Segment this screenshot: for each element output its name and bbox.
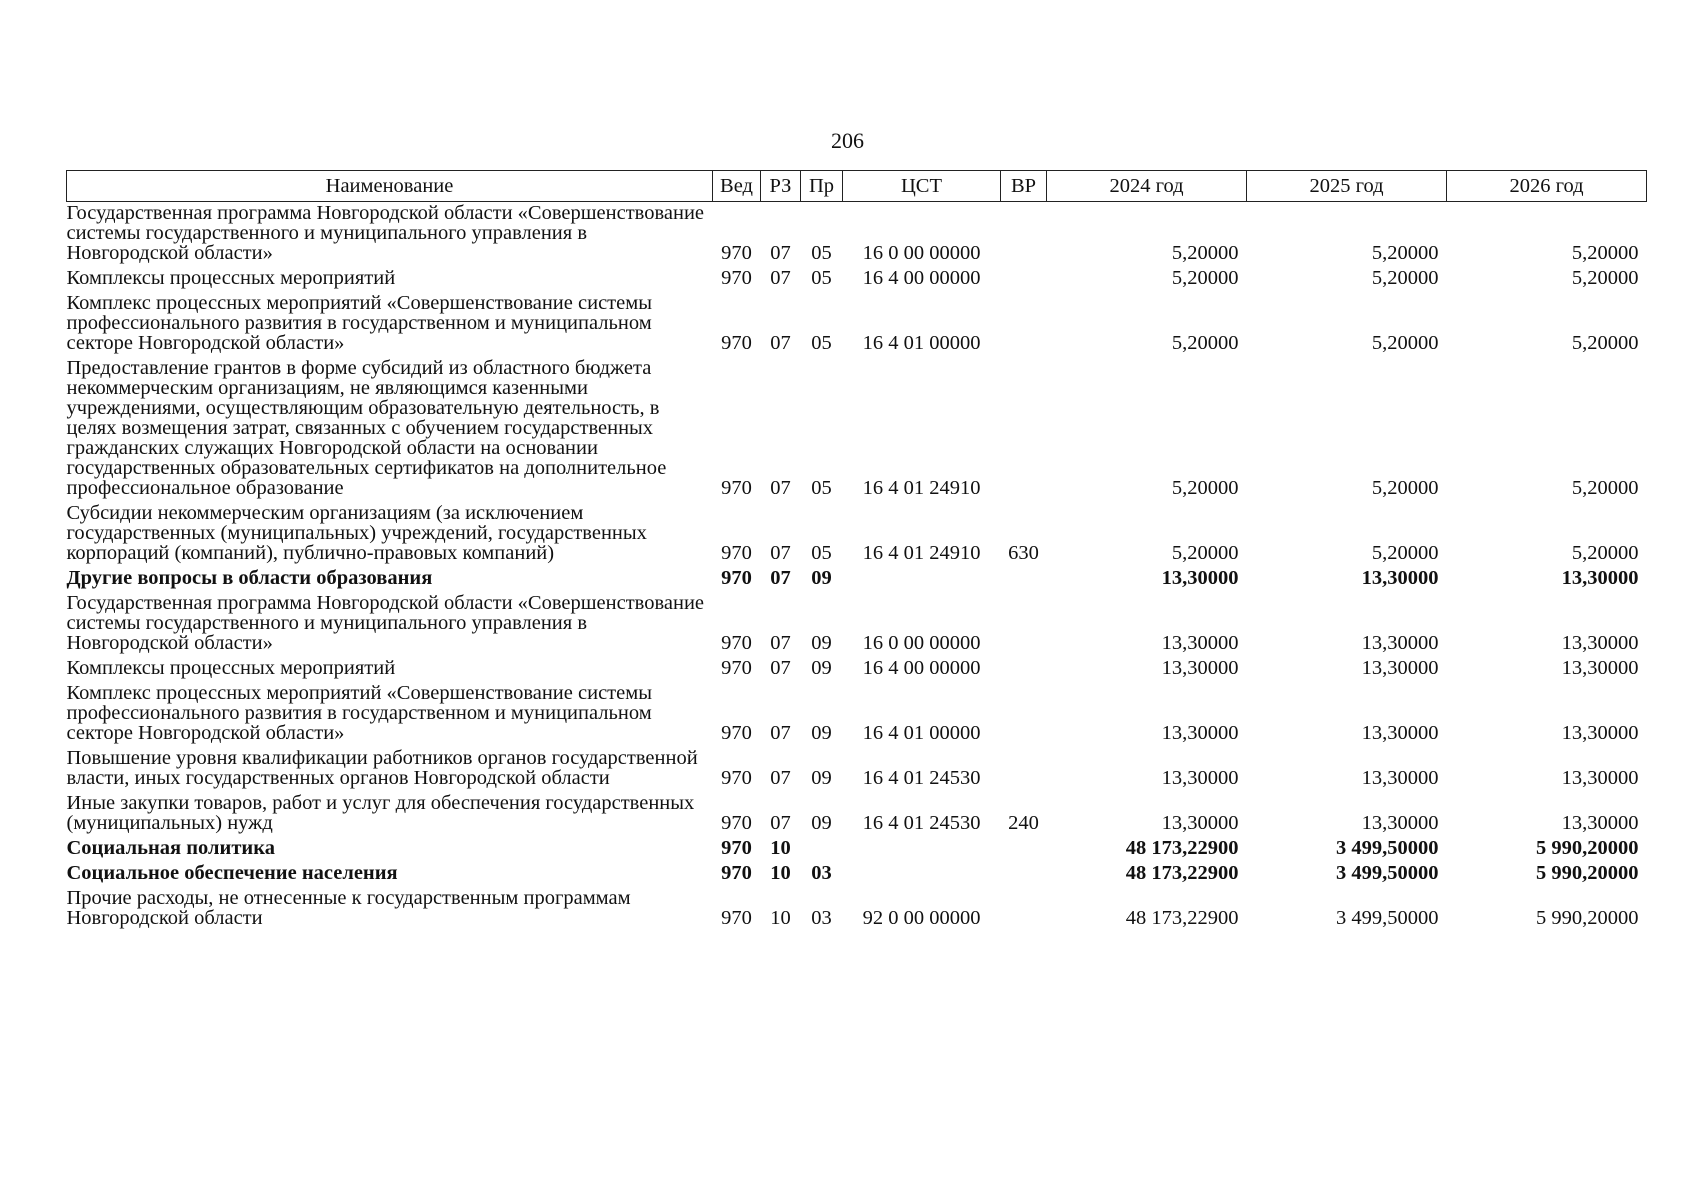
cell-pr: 05 xyxy=(811,477,832,499)
cell-vr xyxy=(1001,682,1047,747)
cell-cst xyxy=(843,862,1001,887)
table-row xyxy=(67,292,1647,357)
cell-rz: 07 xyxy=(770,767,791,789)
cell-ved: 970 xyxy=(721,722,752,744)
cell-2026: 5,20000 xyxy=(1571,242,1639,264)
table-row xyxy=(67,502,1647,567)
cell-2025: 13,30000 xyxy=(1361,767,1439,789)
cell-pr xyxy=(801,837,843,862)
cell-name: Государственная программа Новгородской области «Совершенствование системы государственного и муниципального управления в Новгородской области» xyxy=(66,202,705,264)
cell-2024: 48 173,22900 xyxy=(1125,837,1239,859)
cell-rz: 07 xyxy=(770,632,791,654)
cell-cst: 16 4 00 00000 xyxy=(862,267,981,289)
cell-ved: 970 xyxy=(721,862,752,884)
cell-pr: 05 xyxy=(811,332,832,354)
header-ved: Вед xyxy=(713,171,761,202)
header-vr: ВР xyxy=(1001,171,1047,202)
cell-name: Повышение уровня квалификации работников органов государственной власти, иных государственных органов Новгородской области xyxy=(66,747,698,789)
cell-cst: 16 4 01 24530 xyxy=(862,812,981,834)
table-row xyxy=(67,567,1647,592)
cell-2025: 5,20000 xyxy=(1371,332,1439,354)
cell-2025: 3 499,50000 xyxy=(1336,862,1439,884)
cell-rz: 07 xyxy=(770,242,791,264)
cell-cst: 16 4 01 00000 xyxy=(862,722,981,744)
cell-cst: 92 0 00 00000 xyxy=(862,907,981,929)
cell-vr xyxy=(1001,567,1047,592)
cell-2026: 5,20000 xyxy=(1571,477,1639,499)
cell-rz: 07 xyxy=(770,812,791,834)
cell-rz: 07 xyxy=(770,542,791,564)
page-number: 206 xyxy=(831,128,864,153)
cell-2026: 5,20000 xyxy=(1571,542,1639,564)
cell-cst: 16 4 01 24910 xyxy=(862,542,981,564)
cell-ved: 970 xyxy=(721,837,752,859)
cell-cst: 16 4 01 24910 xyxy=(862,477,981,499)
header-pr: Пр xyxy=(801,171,843,202)
cell-rz: 07 xyxy=(770,722,791,744)
cell-ved: 970 xyxy=(721,767,752,789)
cell-pr: 05 xyxy=(811,242,832,264)
table-row xyxy=(67,267,1647,292)
cell-pr: 09 xyxy=(811,812,832,834)
cell-name: Комплексы процессных мероприятий xyxy=(66,657,396,679)
header-2026: 2026 год xyxy=(1447,171,1647,202)
cell-2024: 13,30000 xyxy=(1161,657,1239,679)
cell-vr xyxy=(1001,862,1047,887)
table-row xyxy=(67,792,1647,837)
cell-pr: 09 xyxy=(811,567,832,589)
cell-2025: 13,30000 xyxy=(1361,812,1439,834)
cell-pr: 05 xyxy=(811,267,832,289)
cell-ved: 970 xyxy=(721,907,752,929)
table-row xyxy=(67,592,1647,657)
cell-2026: 13,30000 xyxy=(1561,722,1639,744)
cell-2024: 5,20000 xyxy=(1171,542,1239,564)
cell-2024: 13,30000 xyxy=(1161,812,1239,834)
cell-2024: 48 173,22900 xyxy=(1125,862,1239,884)
cell-ved: 970 xyxy=(721,267,752,289)
cell-2025: 13,30000 xyxy=(1361,632,1439,654)
cell-vr xyxy=(1001,357,1047,502)
cell-2024: 13,30000 xyxy=(1161,722,1239,744)
cell-vr xyxy=(1001,292,1047,357)
cell-2025: 13,30000 xyxy=(1361,657,1439,679)
cell-vr xyxy=(1001,267,1047,292)
cell-vr xyxy=(1001,202,1047,268)
cell-ved: 970 xyxy=(721,632,752,654)
cell-2024: 5,20000 xyxy=(1171,242,1239,264)
cell-2026: 5,20000 xyxy=(1571,267,1639,289)
cell-2025: 13,30000 xyxy=(1361,722,1439,744)
table-row xyxy=(67,202,1647,268)
table-body xyxy=(67,202,1647,933)
cell-ved: 970 xyxy=(721,242,752,264)
cell-2024: 48 173,22900 xyxy=(1125,907,1239,929)
cell-name: Социальная политика xyxy=(66,837,275,859)
cell-2024: 13,30000 xyxy=(1161,567,1239,589)
cell-2026: 5 990,20000 xyxy=(1536,862,1639,884)
cell-2026: 13,30000 xyxy=(1561,812,1639,834)
cell-2024: 5,20000 xyxy=(1171,267,1239,289)
cell-2025: 5,20000 xyxy=(1371,267,1439,289)
header-2025: 2025 год xyxy=(1247,171,1447,202)
cell-2026: 13,30000 xyxy=(1561,567,1639,589)
cell-cst: 16 4 00 00000 xyxy=(862,657,981,679)
cell-2025: 3 499,50000 xyxy=(1336,837,1439,859)
table-row xyxy=(67,682,1647,747)
cell-vr xyxy=(1001,747,1047,792)
cell-pr: 03 xyxy=(811,862,832,884)
cell-rz: 07 xyxy=(770,332,791,354)
cell-cst xyxy=(843,567,1001,592)
cell-2025: 13,30000 xyxy=(1361,567,1439,589)
cell-vr xyxy=(1001,592,1047,657)
cell-pr: 09 xyxy=(811,632,832,654)
cell-name: Другие вопросы в области образования xyxy=(66,567,433,589)
cell-vr: 240 xyxy=(1008,812,1039,834)
cell-name: Иные закупки товаров, работ и услуг для обеспечения государственных (муниципальных) нужд xyxy=(66,792,695,834)
table-row xyxy=(67,887,1647,932)
header-2024: 2024 год xyxy=(1047,171,1247,202)
cell-2024: 13,30000 xyxy=(1161,767,1239,789)
cell-cst: 16 0 00 00000 xyxy=(862,632,981,654)
cell-pr: 03 xyxy=(811,907,832,929)
cell-2026: 13,30000 xyxy=(1561,657,1639,679)
cell-rz: 07 xyxy=(770,567,791,589)
cell-rz: 10 xyxy=(770,837,791,859)
cell-name: Комплексы процессных мероприятий xyxy=(66,267,396,289)
cell-2024: 5,20000 xyxy=(1171,332,1239,354)
cell-2026: 13,30000 xyxy=(1561,767,1639,789)
cell-2026: 5 990,20000 xyxy=(1536,837,1639,859)
cell-2025: 5,20000 xyxy=(1371,477,1439,499)
cell-rz: 10 xyxy=(770,907,791,929)
cell-ved: 970 xyxy=(721,542,752,564)
table-row xyxy=(67,747,1647,792)
cell-name: Прочие расходы, не отнесенные к государственным программам Новгородской области xyxy=(66,887,631,929)
cell-name: Социальное обеспечение населения xyxy=(66,862,398,884)
table-header xyxy=(67,171,1647,202)
cell-ved: 970 xyxy=(721,657,752,679)
cell-pr: 09 xyxy=(811,767,832,789)
cell-name: Комплекс процессных мероприятий «Совершенствование системы профессионального развития в государственном и муниципальном секторе Новгородской области» xyxy=(66,682,652,744)
cell-name: Комплекс процессных мероприятий «Совершенствование системы профессионального развития в государственном и муниципальном секторе Новгородской области» xyxy=(66,292,652,354)
cell-pr: 09 xyxy=(811,657,832,679)
cell-vr: 630 xyxy=(1008,542,1039,564)
cell-2026: 5,20000 xyxy=(1571,332,1639,354)
cell-cst: 16 0 00 00000 xyxy=(862,242,981,264)
cell-rz: 10 xyxy=(770,862,791,884)
cell-ved: 970 xyxy=(721,477,752,499)
cell-rz: 07 xyxy=(770,657,791,679)
table-row xyxy=(67,862,1647,887)
cell-2026: 13,30000 xyxy=(1561,632,1639,654)
header-rz: РЗ xyxy=(761,171,801,202)
cell-2026: 5 990,20000 xyxy=(1536,907,1639,929)
table-row xyxy=(67,357,1647,502)
cell-vr xyxy=(1001,657,1047,682)
cell-vr xyxy=(1001,887,1047,932)
cell-ved: 970 xyxy=(721,332,752,354)
cell-pr: 05 xyxy=(811,542,832,564)
cell-pr: 09 xyxy=(811,722,832,744)
cell-2025: 5,20000 xyxy=(1371,542,1439,564)
cell-2024: 5,20000 xyxy=(1171,477,1239,499)
cell-rz: 07 xyxy=(770,477,791,499)
budget-table xyxy=(66,170,1647,932)
cell-vr xyxy=(1001,837,1047,862)
header-name: Наименование xyxy=(67,171,713,202)
table-row xyxy=(67,657,1647,682)
cell-ved: 970 xyxy=(721,812,752,834)
cell-2025: 3 499,50000 xyxy=(1336,907,1439,929)
cell-cst xyxy=(843,837,1001,862)
table-row xyxy=(67,837,1647,862)
cell-cst: 16 4 01 00000 xyxy=(862,332,981,354)
cell-name: Субсидии некоммерческим организациям (за исключением государственных (муниципальных) учреждений, государственных корпораций (компаний), публично-правовых компаний) xyxy=(66,502,647,564)
cell-cst: 16 4 01 24530 xyxy=(862,767,981,789)
cell-rz: 07 xyxy=(770,267,791,289)
cell-name: Государственная программа Новгородской области «Совершенствование системы государственного и муниципального управления в Новгородской области» xyxy=(66,592,705,654)
header-cst: ЦСТ xyxy=(843,171,1001,202)
cell-name: Предоставление грантов в форме субсидий из областного бюджета некоммерческим организациям, не являющимся казенными учреждениями, осуществляющим образовательную деятельность, в целях возмещения затрат, связанных с обучением государственных гражданских служащих Новгородской области на основании государственных образовательных сертификатов на дополнительное профессиональное образование xyxy=(66,357,667,499)
cell-2025: 5,20000 xyxy=(1371,242,1439,264)
cell-2024: 13,30000 xyxy=(1161,632,1239,654)
cell-ved: 970 xyxy=(721,567,752,589)
